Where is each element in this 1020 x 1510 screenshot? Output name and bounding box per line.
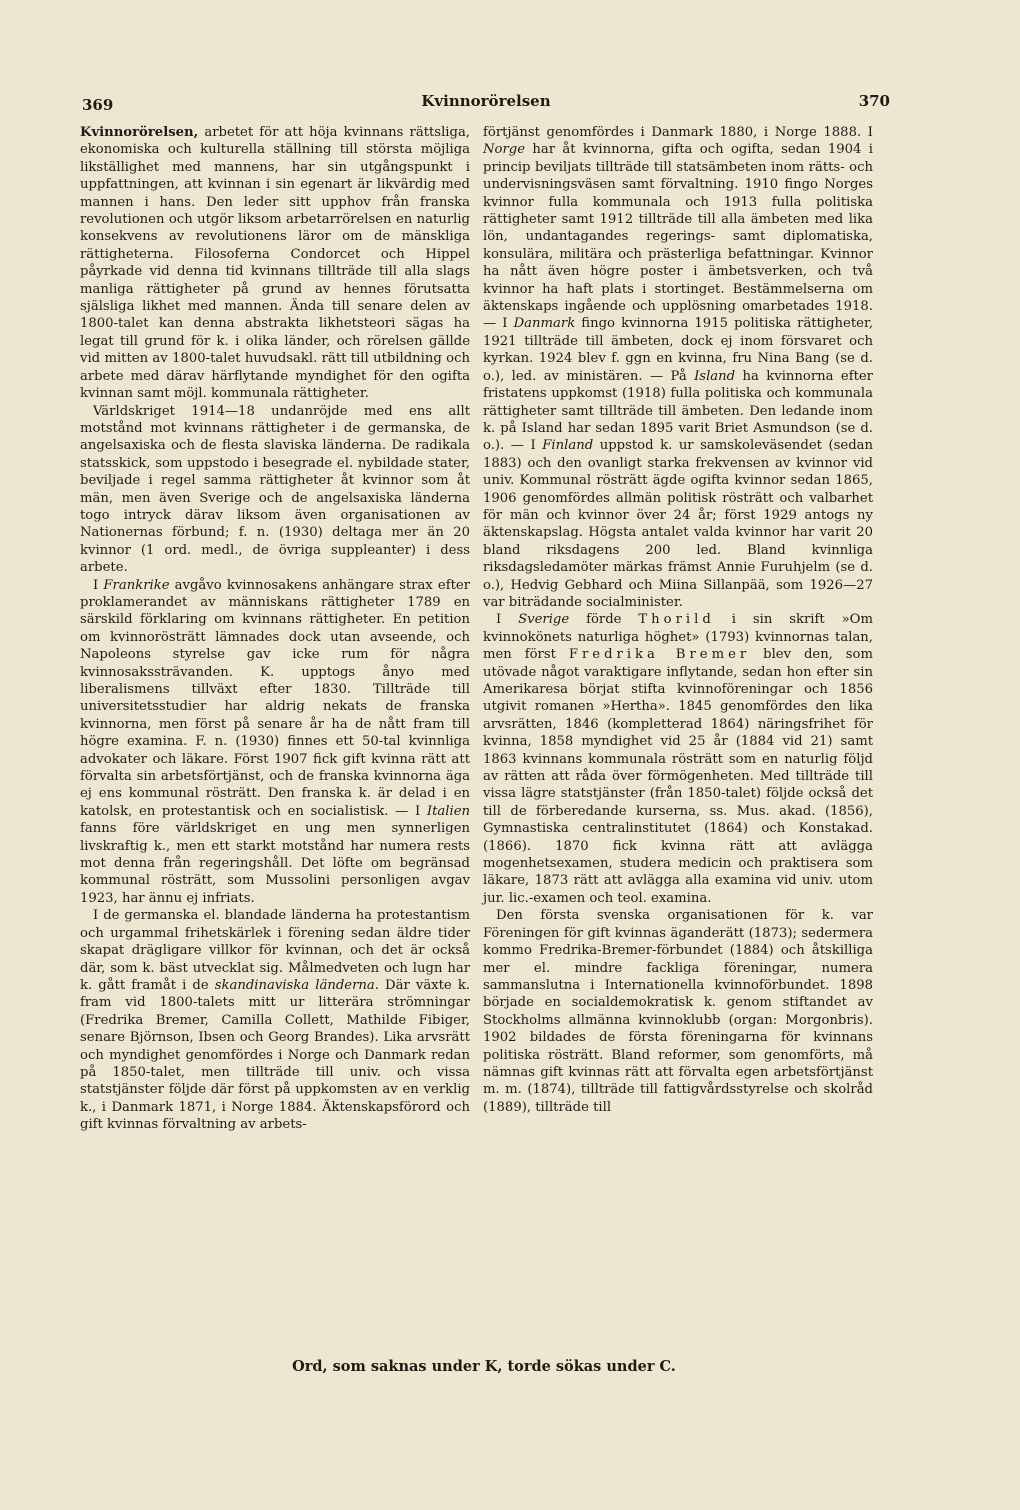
paragraph-text: förde bbox=[569, 612, 639, 628]
paragraph: Världskriget 1914—18 undanröjde med ens allt motstånd mot kvinnans rättigheter i de germanska, de angelsaxiska och de flesta slaviska länderna. De radikala statsskick, som uppstodo i besegrade el. nybildade stater, beviljade i regel samma rättigheter åt kvinnor som åt män, men även Sverige och de angelsaxiska länderna togo intryck därav liksom även organisationen av Nationernas förbund; f. n. (1930) deltaga mer än 20 kvinnor (1 ord. medl., de övriga suppleanter) i dess arbete. bbox=[80, 403, 470, 576]
spaced-name: Thorild bbox=[638, 612, 715, 628]
paragraph bbox=[483, 124, 873, 611]
paragraph-text: förtjänst genomfördes i Danmark 1880, i Norge 1888. I bbox=[483, 125, 873, 140]
left-column bbox=[80, 124, 470, 1134]
right-column bbox=[483, 124, 873, 1116]
italic-term: Norge bbox=[483, 142, 526, 158]
paragraph bbox=[483, 611, 873, 907]
paragraph-text: uppstod k. ur samskoleväsendet (sedan 1883) och den ovanligt starka frekvensen av kvinnor vid univ. Kommunal rösträtt ägde ogifta kvinnor sedan 1865, 1906 genomfördes allmän politisk rösträtt och valbarhet för män och kvinnor över 24 år; först 1929 antogs ny äktenskapslag. Högsta antalet valda kvinnor har varit 20 bland riksdagens 200 led. Bland kvinnliga riksdagsledamöter märkas främst Annie Furuhjelm (se d. o.), Hedvig Gebhard och Miina Sillanpää, som 1926—27 var biträdande socialminister. bbox=[483, 438, 873, 610]
paragraph: Den första svenska organisationen för k. var Föreningen för gift kvinnas äganderätt (1873); sedermera kommo Fredrika-Bremer-förbundet (1884) och åtskilliga mer el. mindre fackliga föreningar, numera sammanslutna i Internationella kvinnoförbundet. 1898 började en socialdemokratisk k. genom stiftandet av Stockholms allmänna kvinnoklubb (organ: Morgonbris). 1902 bildades de första föreningarna för kvinnans politiska rösträtt. Bland reformer, som genomförts, må nämnas gift kvinnas rätt att förvalta egen arbetsförtjänst m. m. (1874), tillträde till fattigvårdsstyrelse och skolråd (1889), tillträde till bbox=[483, 908, 873, 1115]
paragraph-text: I bbox=[93, 577, 104, 593]
paragraph-text: fanns före världskriget en ung men synnerligen livskraftig k., men ett starkt motstånd har numera rests mot denna från regeringshåll. Det löfte om begränsad kommunal rösträtt, som Mussolini personligen avgav 1923, har ännu ej infriats. bbox=[80, 821, 470, 906]
paragraph bbox=[80, 577, 470, 908]
paragraph-text: ha kvinnorna efter fristatens uppkomst (1918) fulla politiska och kommunala rättigheter samt tillträde till ämbeten. Den ledande inom k. på Island har sedan 1895 varit Briet Asmundson (se d. o.). — I bbox=[483, 368, 873, 454]
page-footer-note: Ord, som saknas under K, torde sökas under C. bbox=[292, 1358, 676, 1375]
entry-headword: Kvinnorörelsen, bbox=[80, 125, 199, 140]
paragraph-text: har åt kvinnorna, gifta och ogifta, sedan 1904 i princip beviljats tillträde till statsämbeten inom rätts- och undervisningsväsen samt förvaltning. 1910 fingo Norges kvinnor fulla kommunala och 1913 fulla politiska rättigheter samt 1912 tillträde till alla ämbeten med lika lön, undantagandes regerings- samt diplomatiska, konsulära, militära och prästerliga befattningar. Kvinnor ha nått även högre poster i ämbetsverken, och två kvinnor ha haft plats i stortinget. Bestämmelserna om äktenskaps ingående och upplösning omarbetades 1918. — I bbox=[483, 142, 873, 332]
paragraph-text: blev den, som utövade något varaktigare inflytande, sedan hon efter sin Amerikaresa börjat stifta kvinnoföreningar och 1856 utgivit romanen »Hertha». 1845 genomfördes den lika arvsrätten, 1846 (kompletterad 1864) näringsfrihet för kvinna, 1858 myndighet vid 25 år (1884 vid 21) samt 1863 kvinnans kommunala rösträtt som en naturlig följd av rätten att råda över förmögenheten. Med tillträde till vissa lägre statstjänster (från 1850-talet) följde också det till de förberedande kurserna, ss. Mus. akad. (1856), Gymnastiska centralinstitutet (1864) och Konstakad. (1866). 1870 fick kvinna rätt att avlägga mogenhetsexamen, studera medicin och praktisera som läkare, 1873 rätt att avlägga alla examina vid univ. utom jur. lic.-examen och teol. examina. bbox=[483, 647, 873, 906]
running-title: Kvinnorörelsen bbox=[421, 92, 551, 110]
paragraph-text: i sin skrift »Om kvinnokönets naturliga höghet» (1793) kvinnornas talan, men först bbox=[483, 612, 873, 663]
italic-term: Finland bbox=[542, 438, 594, 454]
italic-term: Sverige bbox=[518, 612, 570, 628]
paragraph-text: I bbox=[496, 612, 519, 628]
paragraph-text: fingo kvinnorna 1915 politiska rättigheter, 1921 tillträde till ämbeten, dock ej inom försvaret och kyrkan. 1924 blev f. ggn en kvinna, fru Nina Bang (se d. o.), led. av ministären. — På bbox=[483, 316, 874, 384]
spaced-name: Fredrika Bremer bbox=[568, 647, 751, 663]
paragraph-text: I de germanska el. blandade länderna ha protestantism och urgammal frihetskärlek i förening sedan äldre tider skapat drägligare villkor för kvinnan, och det är också där, som k. bäst utvecklat sig. Målmedveten och lugn har k. gått framåt i de bbox=[80, 908, 470, 993]
paragraph-text: avgåvo kvinnosakens anhängare strax efter proklamerandet av människans rättigheter 1789 en särskild förklaring om kvinnans rättigheter. En petition om kvinnorösträtt lämnades dock utan avseende, och Napoleons styrelse gav icke rum för några kvinnosakssträvanden. K. upptogs ånyo med liberalismens tillväxt efter 1830. Tillträde till universitetsstudier har aldrig nekats de franska kvinnorna, men först på senare år ha de nått fram till högre examina. F. n. (1930) finnes ett 50-tal kvinnliga advokater och läkare. Först 1907 fick gift kvinna rätt att förvalta sin arbetsförtjänst, och de franska kvinnorna äga ej ens kommunal rösträtt. Den franska k. är delad i en katolsk, en protestantisk och en socialistisk. — I bbox=[80, 577, 471, 819]
paragraph-text: Där växte k. fram vid 1800-talets mitt ur litterära strömningar (Fredrika Bremer, Camilla Collett, Mathilde Fibiger, senare Björnson, Ibsen och Georg Brandes). Lika arvsrätt och myndighet genomfördes i Norge och Danmark redan på 1850-talet, men tillträde till univ. och vissa statstjänster följde där först på uppkomsten av en verklig k., i Danmark 1871, i Norge 1884. Äktenskapsförord och gift kvinnas förvaltning av arbets- bbox=[80, 977, 470, 1133]
page-number-right: 370 bbox=[858, 92, 890, 110]
paragraph bbox=[80, 907, 470, 1133]
italic-term: Island bbox=[694, 368, 736, 384]
italic-term: skandinaviska länderna. bbox=[214, 977, 379, 993]
italic-term: Danmark bbox=[513, 316, 576, 332]
paragraph-text: arbetet för att höja kvinnans rättsliga, ekonomiska och kulturella ställning till största möjliga likställighet med mannens, har sin utgångspunkt i uppfattningen, att kvinnan i sin egenart är likvärdig med mannen i hans. Den leder sitt upphov från franska revolutionen och utgör liksom arbetarrörelsen en naturlig konsekvens av revolutionens läror om de mänskliga rättigheterna. Filosoferna Condorcet och Hippel påyrkade vid denna tid kvinnans tillträde till alla slags manliga rättigheter på grund av hennes förutsatta själsliga likhet med mannen. Ända till senare delen av 1800-talet kan denna abstrakta likhetsteori sägas ha legat till grund för k. i olika länder, och rörelsen gällde vid mitten av 1800-talet huvudsakl. rätt till utbildning och arbete med därav härflytande myndighet för den ogifta kvinnan samt möjl. kommunala rättigheter. bbox=[80, 125, 470, 402]
page-header bbox=[82, 92, 890, 118]
italic-term: Italien bbox=[426, 803, 470, 819]
page-number-left: 369 bbox=[82, 96, 114, 114]
italic-term: Frankrike bbox=[103, 577, 170, 593]
paragraph bbox=[80, 124, 470, 403]
